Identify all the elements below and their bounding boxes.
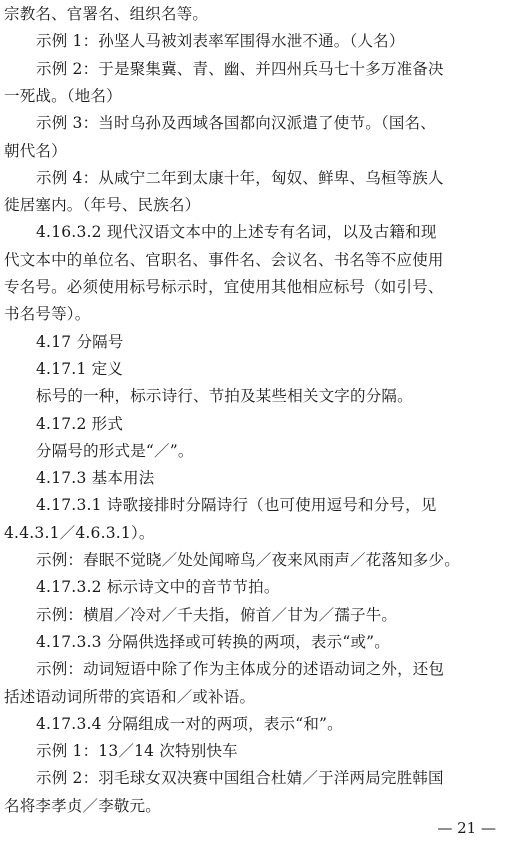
text-line: 代文本中的单位名、官职名、事件名、会议名、书名等不应使用 — [4, 250, 444, 269]
text-line: 示例 1：13／14 次特别快车 — [36, 742, 238, 761]
text-line: 名将李孝贞／李敬元。 — [4, 796, 162, 815]
text-line: 一死战。（地名） — [4, 86, 122, 105]
text-line: 4.17.3.2 标示诗文中的音节节拍。 — [36, 578, 280, 597]
text-line: 标号的一种，标示诗行、节拍及某些相关文字的分隔。 — [36, 387, 413, 406]
text-line: 4.17.3.3 分隔供选择或可转换的两项，表示“或”。 — [36, 632, 390, 651]
text-line: 示例：动词短语中除了作为主体成分的述语动词之外，还包 — [36, 660, 445, 679]
text-line: 示例 4：从咸宁二年到太康十年，匈奴、鲜卑、乌桓等族人 — [36, 168, 444, 187]
text-line: 4.17.3 基本用法 — [36, 469, 155, 488]
text-line: 宗教名、官署名、组织名等。 — [4, 5, 209, 23]
text-line: 4.4.3.1／4.6.3.1）。 — [4, 523, 155, 542]
page-number: — 21 — — [437, 819, 496, 837]
text-line: 4.17.3.4 分隔组成一对的两项，表示“和”。 — [36, 714, 343, 733]
text-line: 示例 3：当时乌孙及西域各国都向汉派遣了使节。（国名、 — [36, 114, 436, 133]
text-line: 4.17.3.1 诗歌接排时分隔诗行（也可使用逗号和分号，见 — [36, 496, 437, 515]
text-line: 4.16.3.2 现代汉语文本中的上述专有名词，以及古籍和现 — [36, 223, 437, 242]
text-line: 示例：横眉／冷对／千夫指，俯首／甘为／孺子牛。 — [36, 605, 398, 624]
text-line: 专名号。必须使用标号标示时，宜使用其他相应标号（如引号、 — [4, 278, 444, 296]
text-line: 示例 2：羽毛球女双决赛中国组合杜婧／于洋两局完胜韩国 — [36, 769, 444, 788]
text-line: 4.17.2 形式 — [36, 414, 124, 433]
text-line: 示例 2：于是聚集冀、青、幽、并四州兵马七十多万准备决 — [36, 59, 444, 78]
text-line: 朝代名） — [4, 141, 67, 160]
text-line: 示例 1：孙坚人马被刘表率军围得水泄不通。（人名） — [36, 32, 405, 51]
text-line: 4.17.1 定义 — [36, 359, 124, 378]
text-line: 4.17 分隔号 — [36, 332, 124, 351]
text-line: 书名号等）。 — [4, 305, 91, 324]
text-line: 分隔号的形式是“／”。 — [36, 441, 194, 460]
text-line: 徙居塞内。（年号、民族名） — [4, 196, 201, 215]
text-line: 示例：春眠不觉晓／处处闻啼鸟／夜来风雨声／花落知多少。 — [36, 551, 460, 569]
text-line: 括述语动词所带的宾语和／或补语。 — [4, 687, 256, 706]
